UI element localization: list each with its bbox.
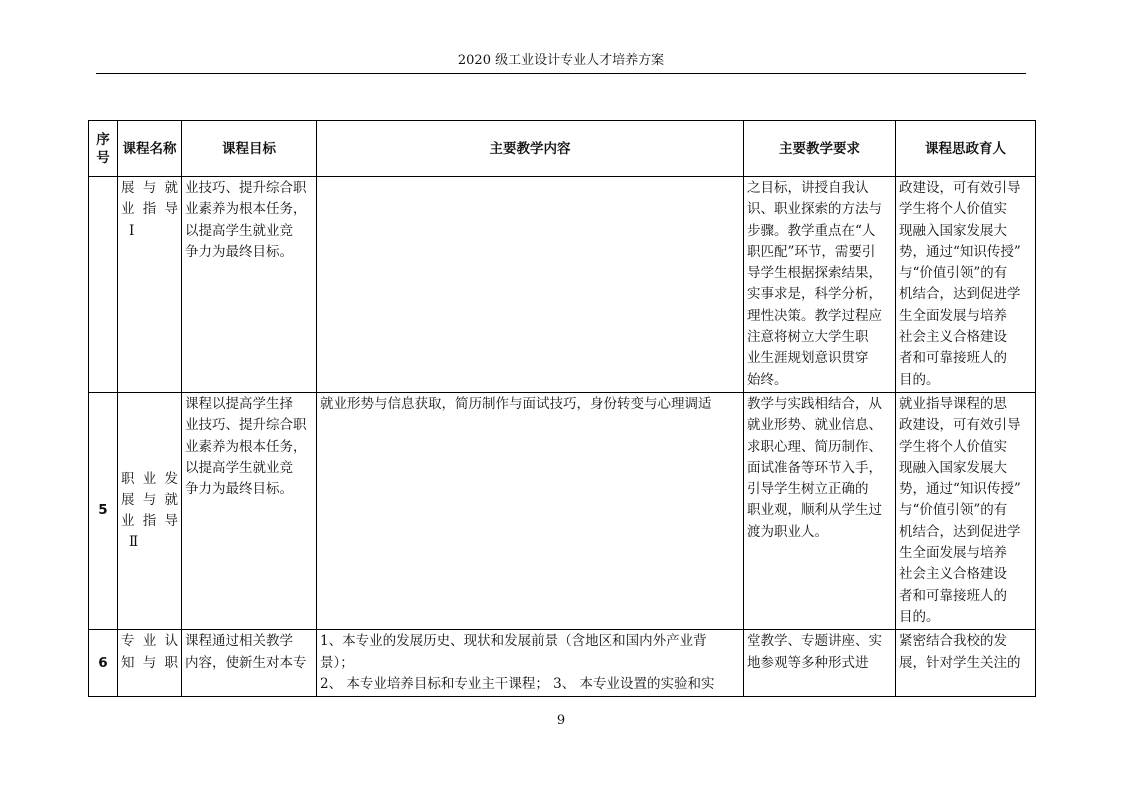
requirement-line: 业生涯规划意识贯穿 <box>747 350 869 367</box>
requirement-line: 步骤。教学重点在“人 <box>747 222 876 239</box>
requirement-line: 堂教学、专题讲座、实 <box>747 633 882 650</box>
row-number: 5 <box>89 392 118 629</box>
ideology-line: 机结合，达到促进学 <box>899 286 1021 303</box>
content-line: 2、 本专业培养目标和专业主干课程； 3、 本专业设置的实验和实 <box>320 675 715 692</box>
column-header-requirement: 主要教学要求 <box>744 121 896 177</box>
ideology-line: 生全面发展与培养 <box>899 545 1007 562</box>
course-name <box>118 177 182 393</box>
ideology-line: 机结合，达到促进学 <box>899 523 1021 540</box>
requirement-line: 教学与实践相结合，从 <box>747 395 882 412</box>
goal-line: 业技巧、提升综合职 <box>185 180 307 196</box>
ideology-line: 学生将个人价值实 <box>899 201 1007 218</box>
requirement-line: 之目标，讲授自我认 <box>747 180 869 196</box>
row-number: 6 <box>89 630 118 697</box>
requirement-line: 识、职业探索的方法与 <box>747 201 882 218</box>
ideology-line: 现融入国家发展大 <box>899 222 1007 239</box>
course-requirement <box>744 177 896 393</box>
requirement-line: 面试准备等环节入手， <box>747 459 882 476</box>
goal-line: 争力为最终目标。 <box>185 481 293 498</box>
course-goal <box>182 177 317 393</box>
goal-line: 课程通过相关教学 <box>185 633 293 650</box>
ideology-line: 目的。 <box>899 608 940 625</box>
ideology-line: 紧密结合我校的发 <box>899 633 1007 650</box>
goal-line: 以提高学生就业竞 <box>185 459 293 476</box>
column-header-goal: 课程目标 <box>182 121 317 177</box>
requirement-line: 职业观，顺利从学生过 <box>747 502 882 519</box>
ideology-line: 势，通过“知识传授” <box>899 243 1021 260</box>
requirement-line: 理性决策。教学过程应 <box>747 307 882 324</box>
table-header-row <box>89 121 1036 177</box>
page-number: 9 <box>556 713 566 728</box>
requirement-line: 职匹配”环节，需要引 <box>747 243 876 260</box>
course-name-line: 业指导 <box>121 513 178 530</box>
ideology-line: 就业指导课程的思 <box>899 395 1007 412</box>
ideology-line: 者和可靠接班人的 <box>899 350 1007 367</box>
page-header-title: 2020 级工业设计专业人才培养方案 <box>457 53 665 68</box>
content-line: 就业形势与信息获取，简历制作与面试技巧，身份转变与心理调适 <box>320 395 712 412</box>
course-ideology <box>896 177 1036 393</box>
ideology-line: 政建设，可有效引导 <box>899 417 1021 434</box>
requirement-line: 引导学生树立正确的 <box>747 481 869 498</box>
course-name-line: 业指导 <box>121 201 178 218</box>
course-goal <box>182 630 317 697</box>
course-content <box>317 177 744 393</box>
goal-line: 内容，使新生对本专 <box>185 654 307 671</box>
course-content <box>317 392 744 629</box>
column-header-ideology: 课程思政育人 <box>896 121 1036 177</box>
ideology-line: 学生将个人价值实 <box>899 438 1007 455</box>
row-number <box>89 177 118 393</box>
ideology-line: 目的。 <box>899 371 940 388</box>
ideology-line: 生全面发展与培养 <box>899 307 1007 324</box>
goal-line: 业技巧、提升综合职 <box>185 417 307 434</box>
requirement-line: 地参观等多种形式进 <box>747 654 869 671</box>
course-content <box>317 630 744 697</box>
course-name-line: 专业认 <box>121 633 178 650</box>
requirement-line: 注意将树立大学生职 <box>747 329 869 346</box>
content-line: 1、本专业的发展历史、现状和发展前景（含地区和国内外产业背景）； <box>320 633 707 671</box>
column-header-content: 主要教学内容 <box>317 121 744 177</box>
ideology-line: 现融入国家发展大 <box>899 459 1007 476</box>
ideology-line: 社会主义合格建设 <box>899 566 1007 583</box>
ideology-line: 社会主义合格建设 <box>899 329 1007 346</box>
course-name-line: 展与就 <box>121 180 178 196</box>
requirement-line: 导学生根据探索结果， <box>747 265 882 282</box>
table-row <box>89 630 1036 697</box>
ideology-line: 展，针对学生关注的 <box>899 654 1021 671</box>
course-table <box>88 120 1036 697</box>
course-name-line: Ⅰ <box>129 222 135 239</box>
goal-line: 课程以提高学生择 <box>185 395 293 412</box>
goal-line: 业素养为根本任务， <box>185 438 307 455</box>
column-header-name: 课程名称 <box>118 121 182 177</box>
course-name-line: 职业发 <box>121 470 178 487</box>
course-requirement <box>744 630 896 697</box>
course-ideology <box>896 630 1036 697</box>
ideology-line: 者和可靠接班人的 <box>899 587 1007 604</box>
course-name <box>118 392 182 629</box>
course-name-line: Ⅱ <box>129 534 139 551</box>
course-goal <box>182 392 317 629</box>
course-name-line: 展与就 <box>121 491 178 508</box>
column-header-no: 序号 <box>89 121 118 177</box>
goal-line: 争力为最终目标。 <box>185 243 293 260</box>
requirement-line: 求职心理、简历制作、 <box>747 438 882 455</box>
ideology-line: 与“价值引领”的有 <box>899 265 1008 282</box>
requirement-line: 渡为职业人。 <box>747 523 828 540</box>
ideology-line: 势，通过“知识传授” <box>899 481 1021 498</box>
table-row <box>89 392 1036 629</box>
course-requirement <box>744 392 896 629</box>
course-ideology <box>896 392 1036 629</box>
course-name-line: 知与职 <box>121 654 178 671</box>
header-divider <box>96 73 1026 74</box>
goal-line: 以提高学生就业竞 <box>185 222 293 239</box>
goal-line: 业素养为根本任务， <box>185 201 307 218</box>
requirement-line: 实事求是，科学分析， <box>747 286 882 303</box>
course-name <box>118 630 182 697</box>
ideology-line: 政建设，可有效引导 <box>899 180 1021 196</box>
table-row <box>89 177 1036 393</box>
ideology-line: 与“价值引领”的有 <box>899 502 1008 519</box>
requirement-line: 就业形势、就业信息、 <box>747 417 882 434</box>
requirement-line: 始终。 <box>747 371 788 388</box>
